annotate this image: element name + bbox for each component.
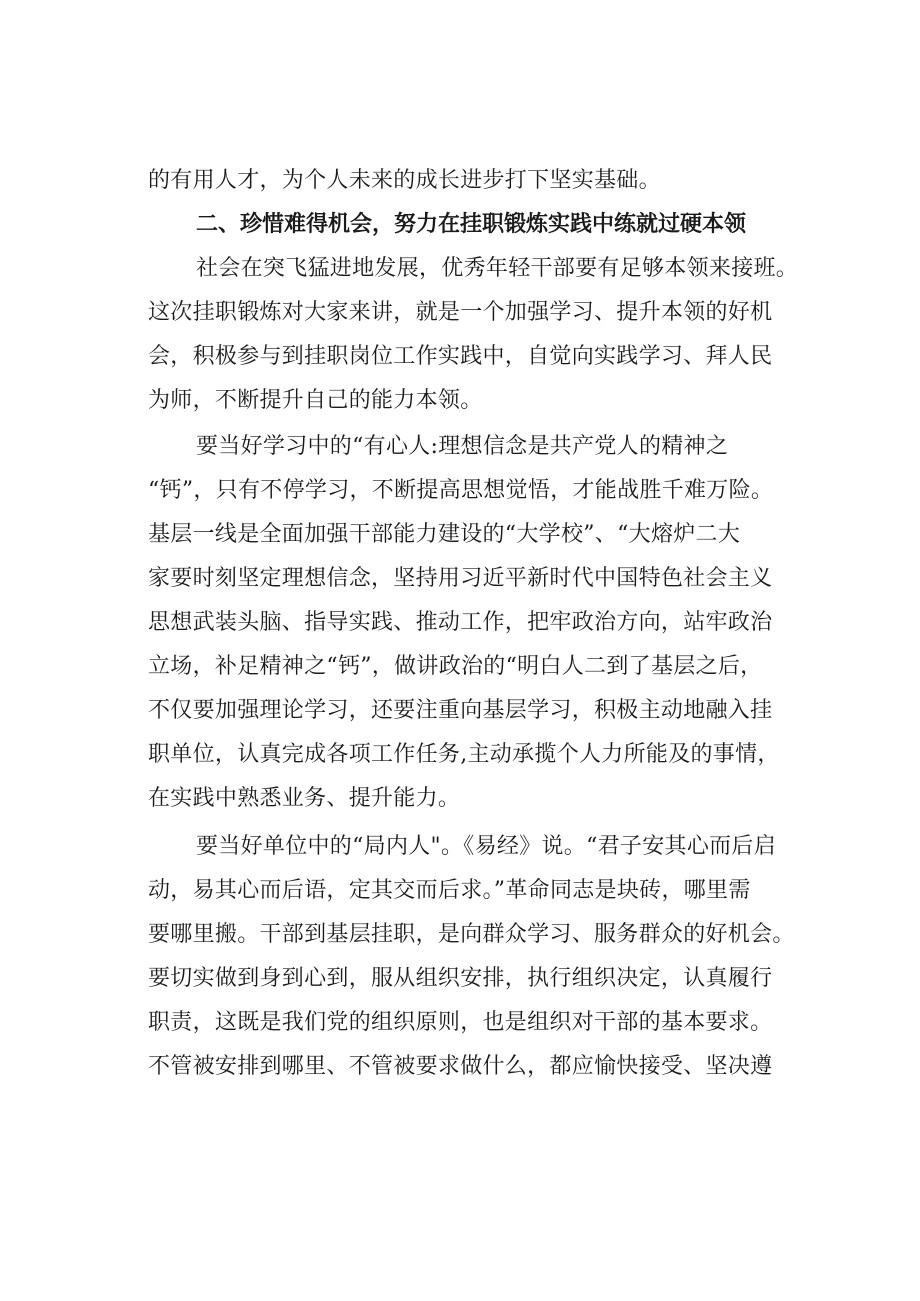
paragraph-line: 家要时刻坚定理想信念，坚持用习近平新时代中国特色社会主义: [148, 566, 773, 591]
paragraph-line: 的有用人才，为个人未来的成长进步打下坚实基础。: [148, 168, 661, 193]
paragraph-line: 基层一线是全面加强干部能力建设的“大学校”、“大熔炉二大: [148, 522, 741, 547]
paragraph-line: “钙”，只有不停学习，不断提高思想觉悟，才能战胜千难万险。: [148, 478, 774, 503]
paragraph-line: 要当好单位中的“局内人"。《易经》说。“君子安其心而后启: [196, 834, 777, 859]
section-heading: 二、珍惜难得机会，努力在挂职锻炼实践中练就过硬本领: [196, 212, 747, 237]
paragraph-line: 为师，不断提升自己的能力本领。: [148, 388, 483, 413]
paragraph-line: 职单位，认真完成各项工作任务,主动承揽个人力所能及的事情，: [148, 742, 780, 767]
paragraph-line: 立场，补足精神之“钙”，做讲政治的“明白人二到了基层之后，: [148, 654, 763, 679]
paragraph-line: 这次挂职锻炼对大家来讲，就是一个加强学习、提升本领的好机: [148, 300, 773, 325]
paragraph-line: 要当好学习中的“有心人:理想信念是共产党人的精神之: [196, 434, 729, 459]
paragraph-line: 不仅要加强理论学习，还要注重向基层学习，积极主动地融入挂: [148, 698, 773, 723]
paragraph-line: 思想武装头脑、指导实践、推动工作，把牢政治方向，站牢政治: [148, 610, 773, 635]
paragraph-line: 职责，这既是我们党的组织原则，也是组织对干部的基本要求。: [148, 1010, 773, 1035]
paragraph-line: 社会在突飞猛进地发展，优秀年轻干部要有足够本领来接班。: [196, 256, 799, 281]
paragraph-line: 不管被安排到哪里、不管被要求做什么，都应愉快接受、坚决遵: [148, 1054, 773, 1079]
paragraph-line: 要哪里搬。干部到基层挂职，是向群众学习、服务群众的好机会。: [148, 922, 795, 947]
paragraph-line: 要切实做到身到心到，服从组织安排，执行组织决定，认真履行: [148, 966, 773, 991]
paragraph-line: 会，积极参与到挂职岗位工作实践中，自觉向实践学习、拜人民: [148, 344, 773, 369]
paragraph-line: 动，易其心而后语，定其交而后求。”革命同志是块砖，哪里需: [148, 878, 751, 903]
paragraph-line: 在实践中熟悉业务、提升能力。: [148, 786, 461, 811]
